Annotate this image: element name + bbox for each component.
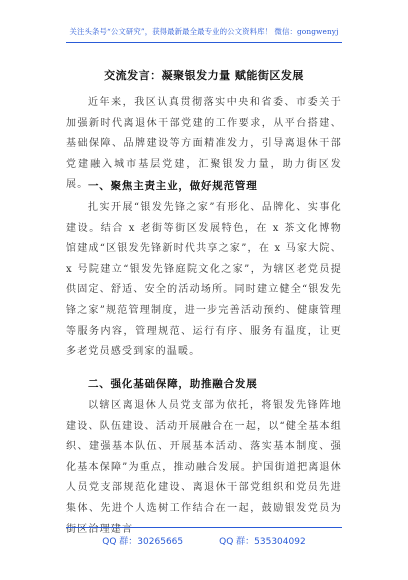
section-body-1: 扎实开展“银发先锋之家”有形化、品牌化、实事化建设。结合 x 老街等街区发展特色，在 x 茶文化博物馆建成“区银发先锋新时代共享之家”，在 x 马家大院、x 号院建立“银发先锋庭院文化之家”，为辖区老党员提供固定、舒适、安全的活动场所。同时建立健全“银发先锋之家”规范管理制度，进一步完善活动预约、健康管理等服务内容，管理规范、运行有序、服务有温度，让更多老党员感受到家的温暖。 (66, 202, 342, 358)
footer-divider (66, 527, 342, 528)
header-banner: 关注头条号“公文研究”，获得最新最全最专业的公文资料库！ 微信：gongwenyj (69, 27, 339, 36)
footer (0, 534, 408, 547)
section-body-2: 以辖区离退休人员党支部为依托，将银发先锋阵地建设、队伍建设、活动开展融合在一起，以“健全基本组织、建强基本队伍、开展基本活动、落实基本制度、强化基本保障”为重点，推动融合发展。护国街道把离退休人员党支部规范化建设、离退休干部党组织和党员先进集体、先进个人选树工作结合在一起，鼓励银发党员为街区治理建言 (66, 400, 342, 535)
section-heading-1: 一、聚焦主责主业，做好规范管理 (88, 180, 258, 192)
footer-qq-group-2: QQ 群：535304092 (219, 537, 306, 547)
intro-paragraph: 近年来，我区认真贯彻落实中央和省委、市委关于加强新时代离退休干部党建的工作要求，从平台搭建、基础保障、品牌建设等方面精准发力，引导离退休干部党建融入城市基层党建，汇聚银发力量，助力街区发展。 (66, 97, 342, 191)
footer-qq-group-1: QQ 群：30265665 (102, 537, 184, 547)
document-title: 交流发言：凝聚银发力量 赋能街区发展 (104, 69, 304, 82)
section-heading-2: 二、强化基础保障，助推融合发展 (88, 378, 258, 390)
header-divider (66, 42, 342, 43)
